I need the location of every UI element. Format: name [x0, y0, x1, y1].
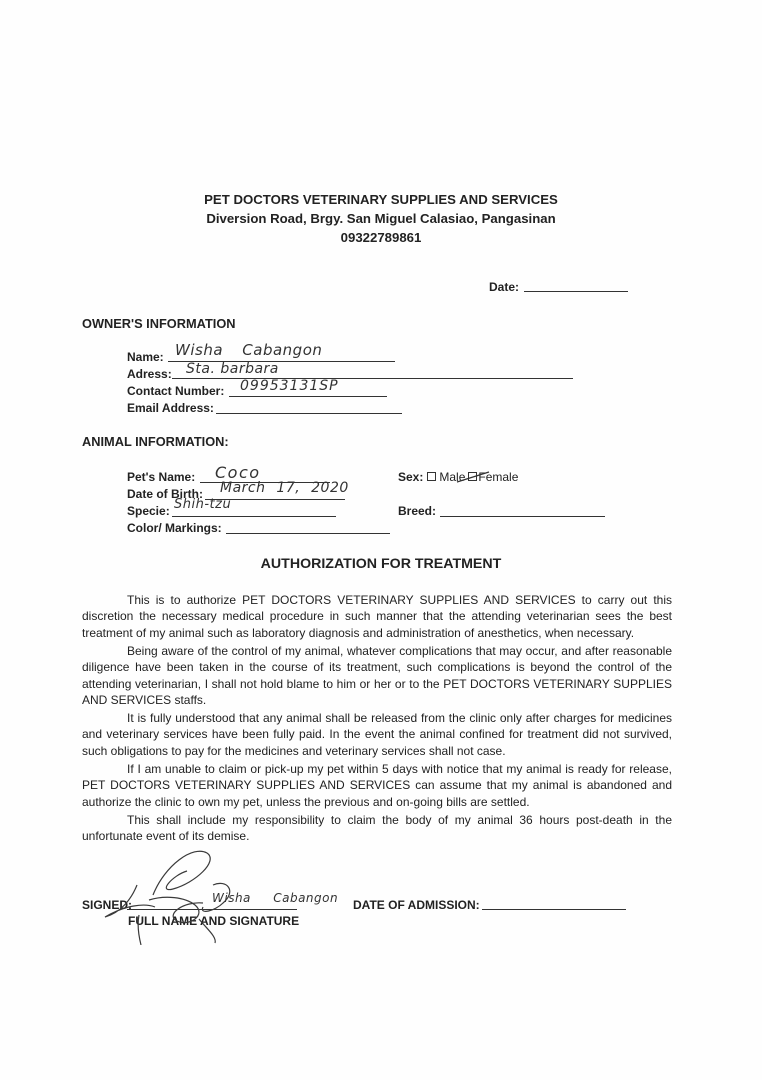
female-option-label: Female: [478, 470, 519, 484]
authorization-paragraph-2: Being aware of the control of my animal, whatever complications that may occur, and after reasonable diligence have been taken in the course of its treatment, such complications is beyond the control of the attending veterinarian, I shall not hold blame to him or her or to the PET DOCTORS VETERINARY SUPPLIES AND SERVICES staffs.: [82, 644, 672, 707]
pet-name-handwritten: Coco: [215, 463, 261, 482]
owner-name-handwritten: Wisha Cabangon: [175, 341, 323, 359]
owner-section-title: OWNER'S INFORMATION: [82, 316, 236, 331]
specie-label: Specie:: [127, 504, 170, 518]
specie-handwritten: Shih-tzu: [174, 497, 232, 512]
color-markings-line[interactable]: [226, 533, 390, 534]
date-field-line[interactable]: [524, 291, 628, 292]
date-of-admission-label: DATE OF ADMISSION:: [353, 898, 480, 912]
owner-contact-label: Contact Number:: [127, 384, 225, 398]
company-name: PET DOCTORS VETERINARY SUPPLIES AND SERVICES: [204, 192, 558, 207]
owner-name-label: Name:: [127, 350, 164, 364]
owner-address-label: Adress:: [127, 367, 172, 381]
owner-email-line[interactable]: [216, 413, 402, 414]
color-markings-label: Color/ Markings:: [127, 521, 222, 535]
owner-contact-line[interactable]: [229, 396, 387, 397]
owner-email-label: Email Address:: [127, 401, 214, 415]
breed-label: Breed:: [398, 504, 437, 518]
authorization-paragraph-4: If I am unable to claim or pick-up my pet within 5 days with notice that my animal is ready for release, PET DOCTORS VETERINARY SUPPLIES AND SERVICES can assume that my animal is abandoned and authorize the clinic to own my pet, unless the previous and on-going bills are settled.: [82, 762, 672, 809]
owner-address-handwritten: Sta. barbara: [186, 361, 279, 377]
pet-name-label: Pet's Name:: [127, 470, 196, 484]
breed-line[interactable]: [440, 516, 605, 517]
male-checkbox[interactable]: [427, 472, 436, 481]
specie-line[interactable]: [172, 516, 336, 517]
sex-label: Sex:: [398, 470, 424, 484]
handwritten-signature-icon: [95, 845, 305, 945]
company-address: Diversion Road, Brgy. San Miguel Calasiao, Pangasinan: [206, 211, 556, 226]
authorization-paragraph-5: This shall include my responsibility to claim the body of my animal 36 hours post-death in the unfortunate event of its demise.: [82, 813, 672, 844]
signature-handwritten-name: Wisha Cabangon: [212, 891, 339, 905]
signed-label: SIGNED:: [82, 898, 133, 912]
date-of-admission-line[interactable]: [482, 909, 626, 910]
female-check-mark-icon: [455, 470, 495, 484]
animal-section-title: ANIMAL INFORMATION:: [82, 434, 229, 449]
owner-contact-handwritten: 09953131SP: [240, 378, 339, 394]
male-option-label: Male: [439, 470, 466, 484]
full-name-signature-label: FULL NAME AND SIGNATURE: [128, 914, 300, 928]
authorization-title: AUTHORIZATION FOR TREATMENT: [260, 556, 502, 572]
dob-label: Date of Birth:: [127, 487, 203, 501]
dob-handwritten: March 17, 2020: [220, 480, 349, 496]
company-phone: 09322789861: [340, 230, 422, 245]
date-label: Date:: [489, 280, 520, 294]
authorization-paragraph-1: This is to authorize PET DOCTORS VETERINARY SUPPLIES AND SERVICES to carry out this discretion the necessary medical procedure in such manner that the attending veterinarian sees the best treatment of my animal such as laboratory diagnosis and administration of anesthetics, when necessary.: [82, 593, 672, 640]
authorization-paragraph-3: It is fully understood that any animal shall be released from the clinic only after charges for medicines and veterinary services have been fully paid. In the event the animal confined for treatment did not survived, such obligations to pay for the medicines and veterinary services shall not case.: [82, 711, 672, 758]
owner-address-line[interactable]: [172, 378, 573, 379]
